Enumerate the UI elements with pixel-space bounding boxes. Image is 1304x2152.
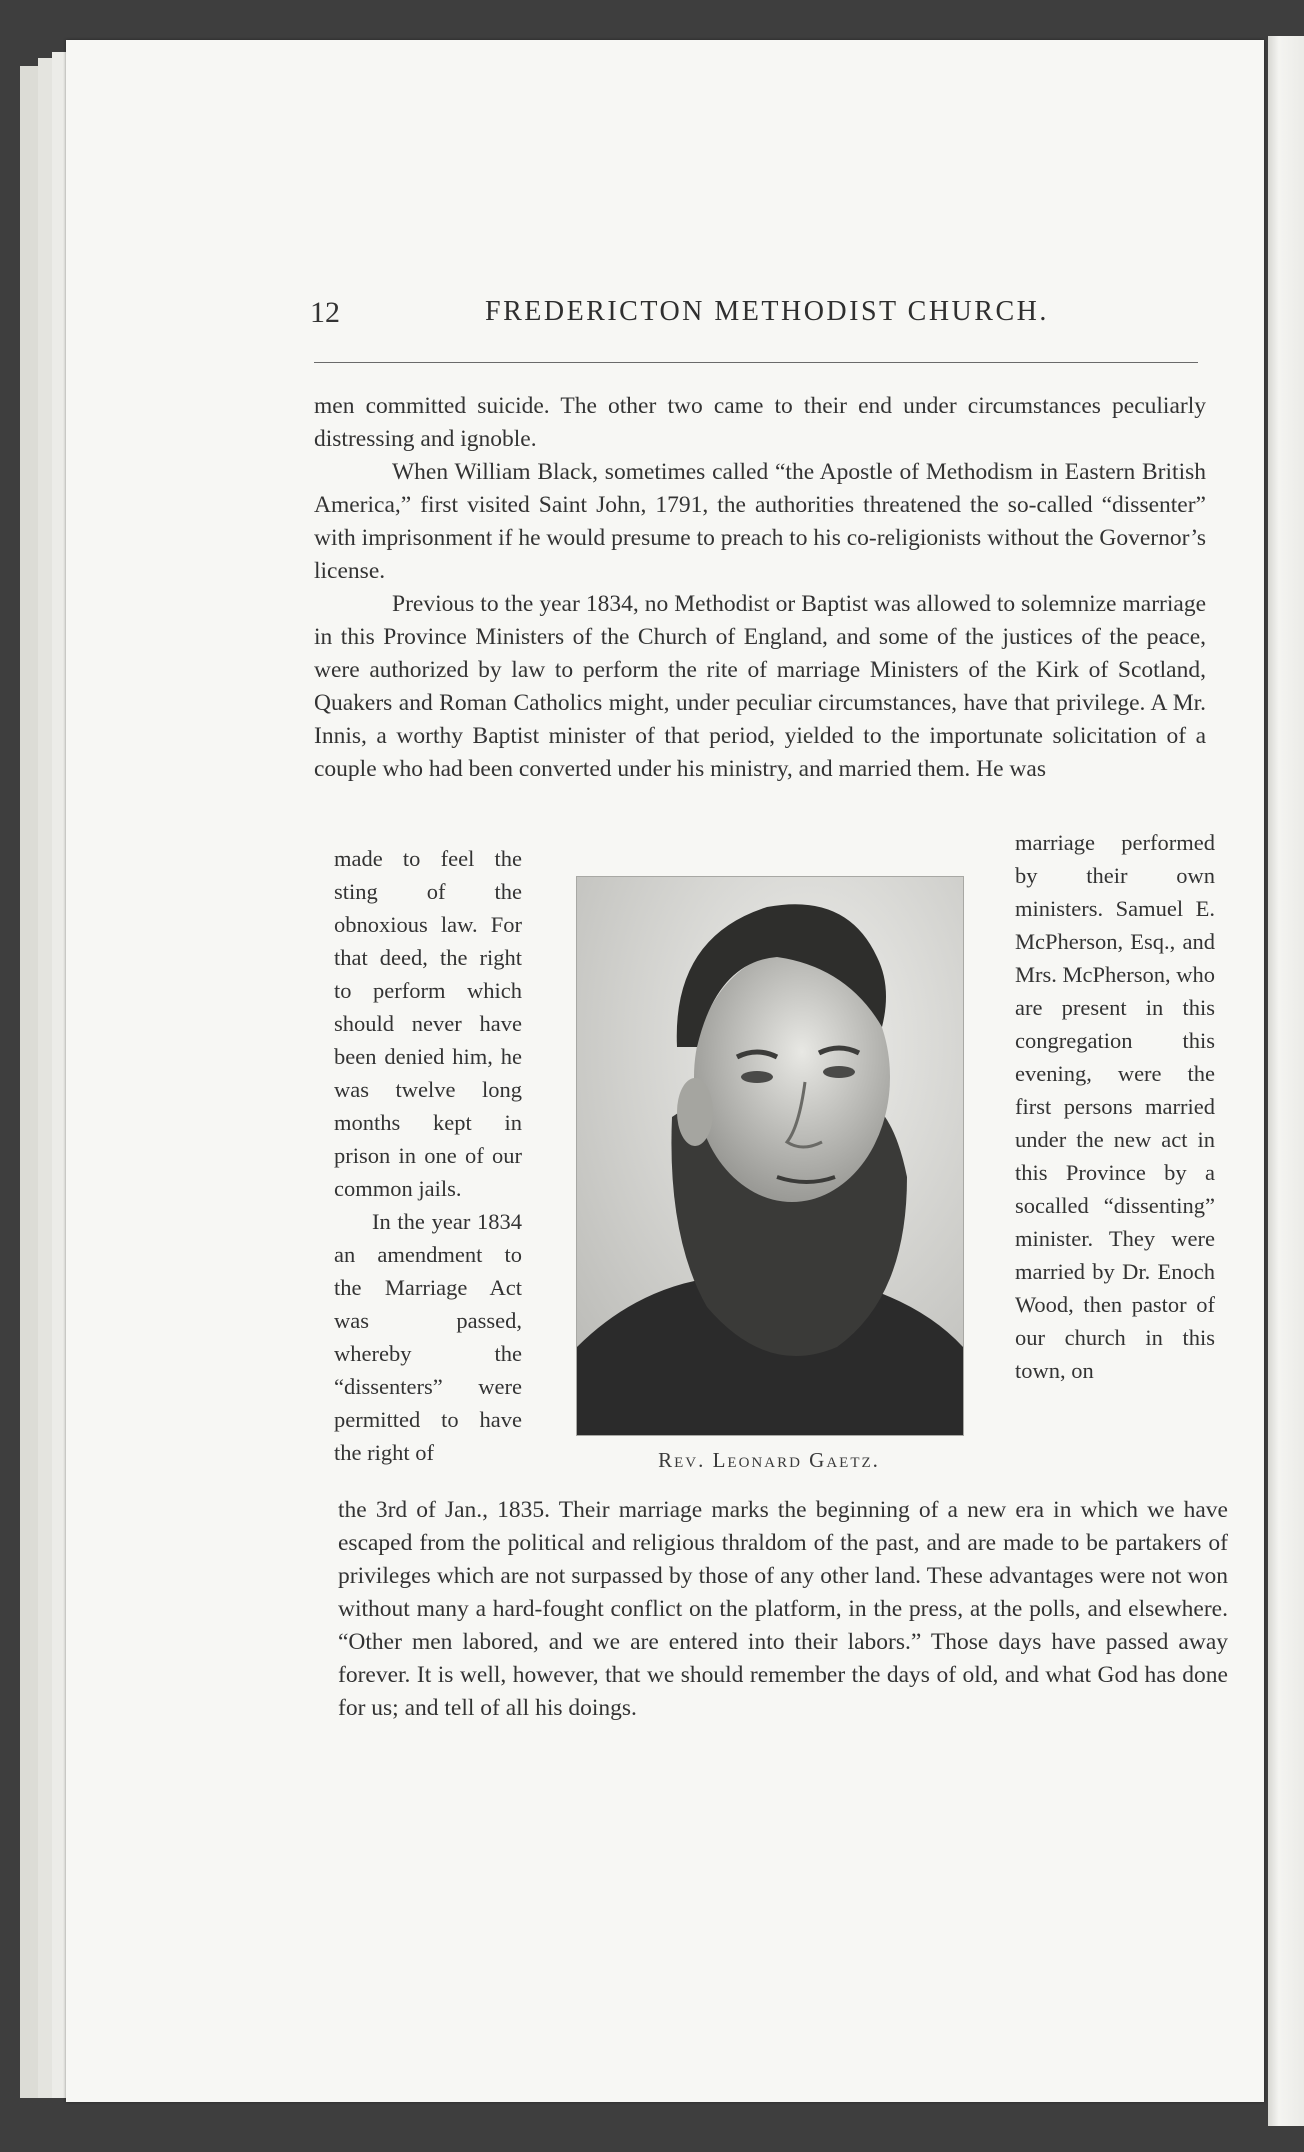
left-column-paragraph-2: In the year 1834 an amendment to the Marriage Act was passed, whereby the “dissenters” were permitted to have the right of	[334, 1209, 522, 1465]
page-number: 12	[310, 296, 340, 329]
paragraph-2: When William Black, sometimes called “the Apostle of Methodism in Eastern British America,” first visited Saint John, 1791, the authorities threatened the so-called “dissenter” with imprisonment if he would presume to preach to his co-religionists without the Governor’s license.	[314, 459, 1206, 584]
header-rule	[314, 362, 1198, 363]
text-block-bottom	[338, 1494, 1228, 1725]
facing-page-edge	[1268, 36, 1304, 2126]
left-column-paragraph-1: made to feel the sting of the obnoxious law. For that deed, the right to perform which should never have been denied him, he was twelve long months kept in prison in one of our common jails.	[334, 846, 522, 1201]
text-column-left	[334, 842, 522, 1469]
paragraph-3: Previous to the year 1834, no Methodist or Baptist was allowed to solemnize marriage in this Province Ministers of the Church of England, and some of the justices of the peace, were authorized by law to perform the rite of marriage Ministers of the Kirk of Scotland, Quakers and Roman Catholics might, under peculiar circumstances, have that privilege. A Mr. Innis, a worthy Baptist minister of that period, yielded to the importunate solicitation of a couple who had been converted under his ministry, and married them. He was	[314, 591, 1206, 782]
text-block-top	[314, 390, 1206, 786]
portrait-caption: Rev. Leonard Gaetz.	[658, 1448, 880, 1472]
portrait-illustration	[577, 877, 963, 1435]
right-column-paragraph: marriage performed by their own ministers. Samuel E. McPherson, Esq., and Mrs. McPherson, who are present in this congregation this evening, were the first persons married under the new act in this Province by a socalled “dissenting” minister. They were married by Dr. Enoch Wood, then pastor of our church in this town, on	[1015, 830, 1215, 1383]
paragraph-4: the 3rd of Jan., 1835. Their marriage marks the beginning of a new era in which we have escaped from the political and religious thraldom of the past, and are made to be partakers of privileges which are not surpassed by those of any other land. These advantages were not won without many a hard-fought conflict on the platform, in the press, at the polls, and elsewhere. “Other men labored, and we are entered into their labors.” Those days have passed away forever. It is well, however, that we should remember the days of old, and what God has done for us; and tell of all his doings.	[338, 1497, 1228, 1721]
paragraph-1: men committed suicide. The other two came to their end under circumstances peculiarly distressing and ignoble.	[314, 393, 1206, 452]
running-head: FREDERICTON METHODIST CHURCH.	[485, 296, 1049, 327]
page-header	[310, 290, 1212, 334]
text-column-right	[1015, 826, 1215, 1387]
portrait-photo	[576, 876, 964, 1436]
